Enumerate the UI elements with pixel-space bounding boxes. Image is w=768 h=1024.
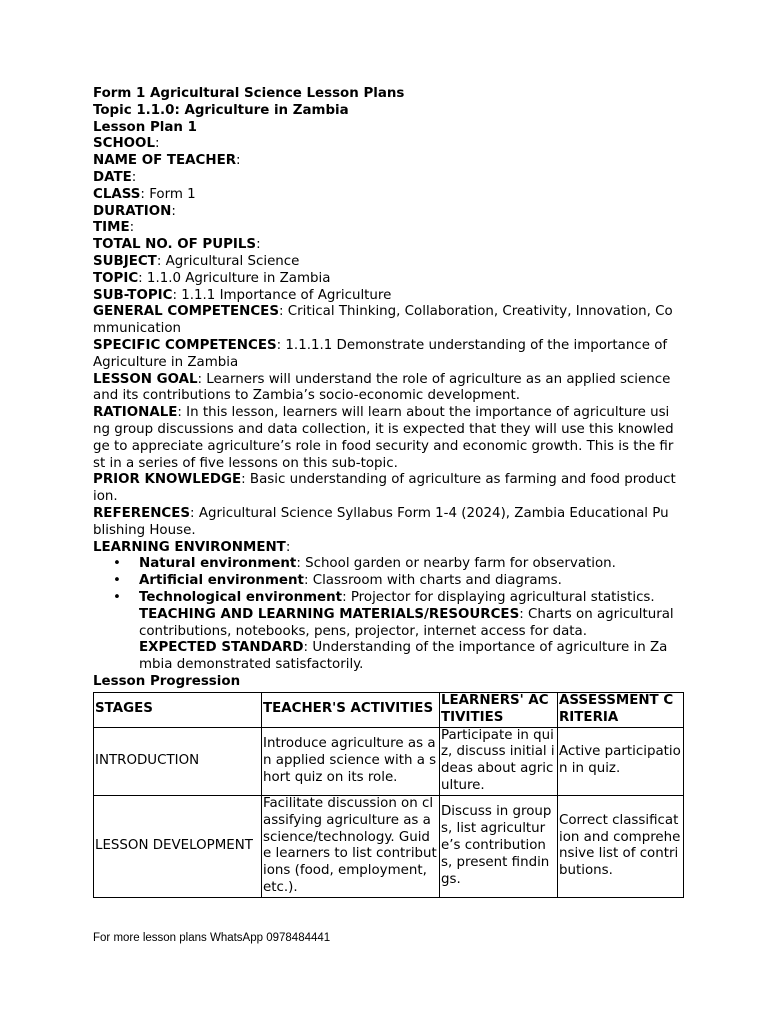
table-cell: Discuss in groups, list agriculture’s contributions, present findings. [440, 795, 558, 897]
topic-heading: Topic 1.1.0: Agriculture in Zambia [93, 102, 349, 118]
lesson-fields [93, 136, 677, 556]
field-date: DATE: [93, 169, 137, 185]
bullet-icon: • [113, 556, 121, 572]
table-header-row [94, 692, 684, 727]
field-duration: DURATION: [93, 203, 176, 219]
field-sub-topic: SUB-TOPIC: 1.1.1 Importance of Agriculture [93, 287, 392, 303]
column-header: LEARNERS' ACTIVITIES [440, 692, 558, 727]
field-teacher: NAME OF TEACHER: [93, 153, 241, 169]
lesson-progression-table [93, 692, 684, 898]
field-subject: SUBJECT: Agricultural Science [93, 253, 300, 269]
column-header: TEACHER'S ACTIVITIES [262, 692, 440, 727]
table-row [94, 795, 684, 897]
field-topic: TOPIC: 1.1.0 Agriculture in Zambia [93, 270, 331, 286]
field-total-pupils: TOTAL NO. OF PUPILS: [93, 237, 261, 253]
materials-paragraph: TEACHING AND LEARNING MATERIALS/RESOURCES: Charts on agricultural contributions, notebooks, pens, projector, internet access for data. [139, 606, 674, 639]
lesson-heading: Lesson Plan 1 [93, 119, 197, 135]
progression-heading: Lesson Progression [93, 673, 241, 689]
column-header: ASSESSMENT CRITERIA [558, 692, 684, 727]
list-item: • Natural environment: School garden or nearby farm for observation. [113, 556, 616, 572]
list-item: • Technological environment: Projector for displaying agricultural statistics. [113, 589, 655, 605]
list-item: • Artificial environment: Classroom with charts and diagrams. [113, 573, 562, 589]
table-row [94, 727, 684, 795]
table-cell: LESSON DEVELOPMENT [94, 795, 262, 897]
field-specific-competences: SPECIFIC COMPETENCES: 1.1.1.1 Demonstrate understanding of the importance of Agriculture in Zambia [93, 337, 668, 370]
field-rationale: RATIONALE: In this lesson, learners will learn about the importance of agriculture using group discussions and data collection, it is expected that they will use this knowledge to appreciate agriculture’s role in food security and economic growth. This is the first in a series of five lessons on this sub-topic. [93, 405, 674, 471]
field-prior-knowledge: PRIOR KNOWLEDGE: Basic understanding of agriculture as farming and food production. [93, 472, 676, 505]
field-references: REFERENCES: Agricultural Science Syllabus Form 1-4 (2024), Zambia Educational Publishing House. [93, 505, 669, 538]
table-cell: Introduce agriculture as an applied science with a short quiz on its role. [262, 727, 440, 795]
table-cell: Facilitate discussion on classifying agriculture as a science/technology. Guide learners to list contributions (food, employment, etc.). [262, 795, 440, 897]
field-time: TIME: [93, 220, 135, 236]
table-cell: Correct classification and comprehensive list of contributions. [558, 795, 684, 897]
bullet-icon: • [113, 573, 121, 589]
field-class: CLASS: Form 1 [93, 186, 196, 202]
lesson-plan-content [93, 86, 681, 898]
field-school: SCHOOL: [93, 136, 160, 152]
document-title: Form 1 Agricultural Science Lesson Plans [93, 86, 405, 101]
field-general-competences: GENERAL COMPETENCES: Critical Thinking, Collaboration, Creativity, Innovation, Communication [93, 304, 673, 337]
footer-note: For more lesson plans WhatsApp 0978484441 [93, 932, 331, 944]
column-header: STAGES [94, 692, 262, 727]
table-cell: Active participation in quiz. [558, 727, 684, 795]
environment-list [93, 556, 677, 606]
table-cell: Participate in quiz, discuss initial ideas about agriculture. [440, 727, 558, 795]
table-cell: INTRODUCTION [94, 727, 262, 795]
field-learning-environment: LEARNING ENVIRONMENT: [93, 539, 291, 555]
bullet-icon: • [113, 589, 121, 605]
expected-standard-paragraph: EXPECTED STANDARD: Understanding of the importance of agriculture in Zambia demonstrated satisfactorily. [139, 640, 668, 673]
field-lesson-goal: LESSON GOAL: Learners will understand the role of agriculture as an applied science and its contributions to Zambia’s socio-economic development. [93, 371, 671, 404]
